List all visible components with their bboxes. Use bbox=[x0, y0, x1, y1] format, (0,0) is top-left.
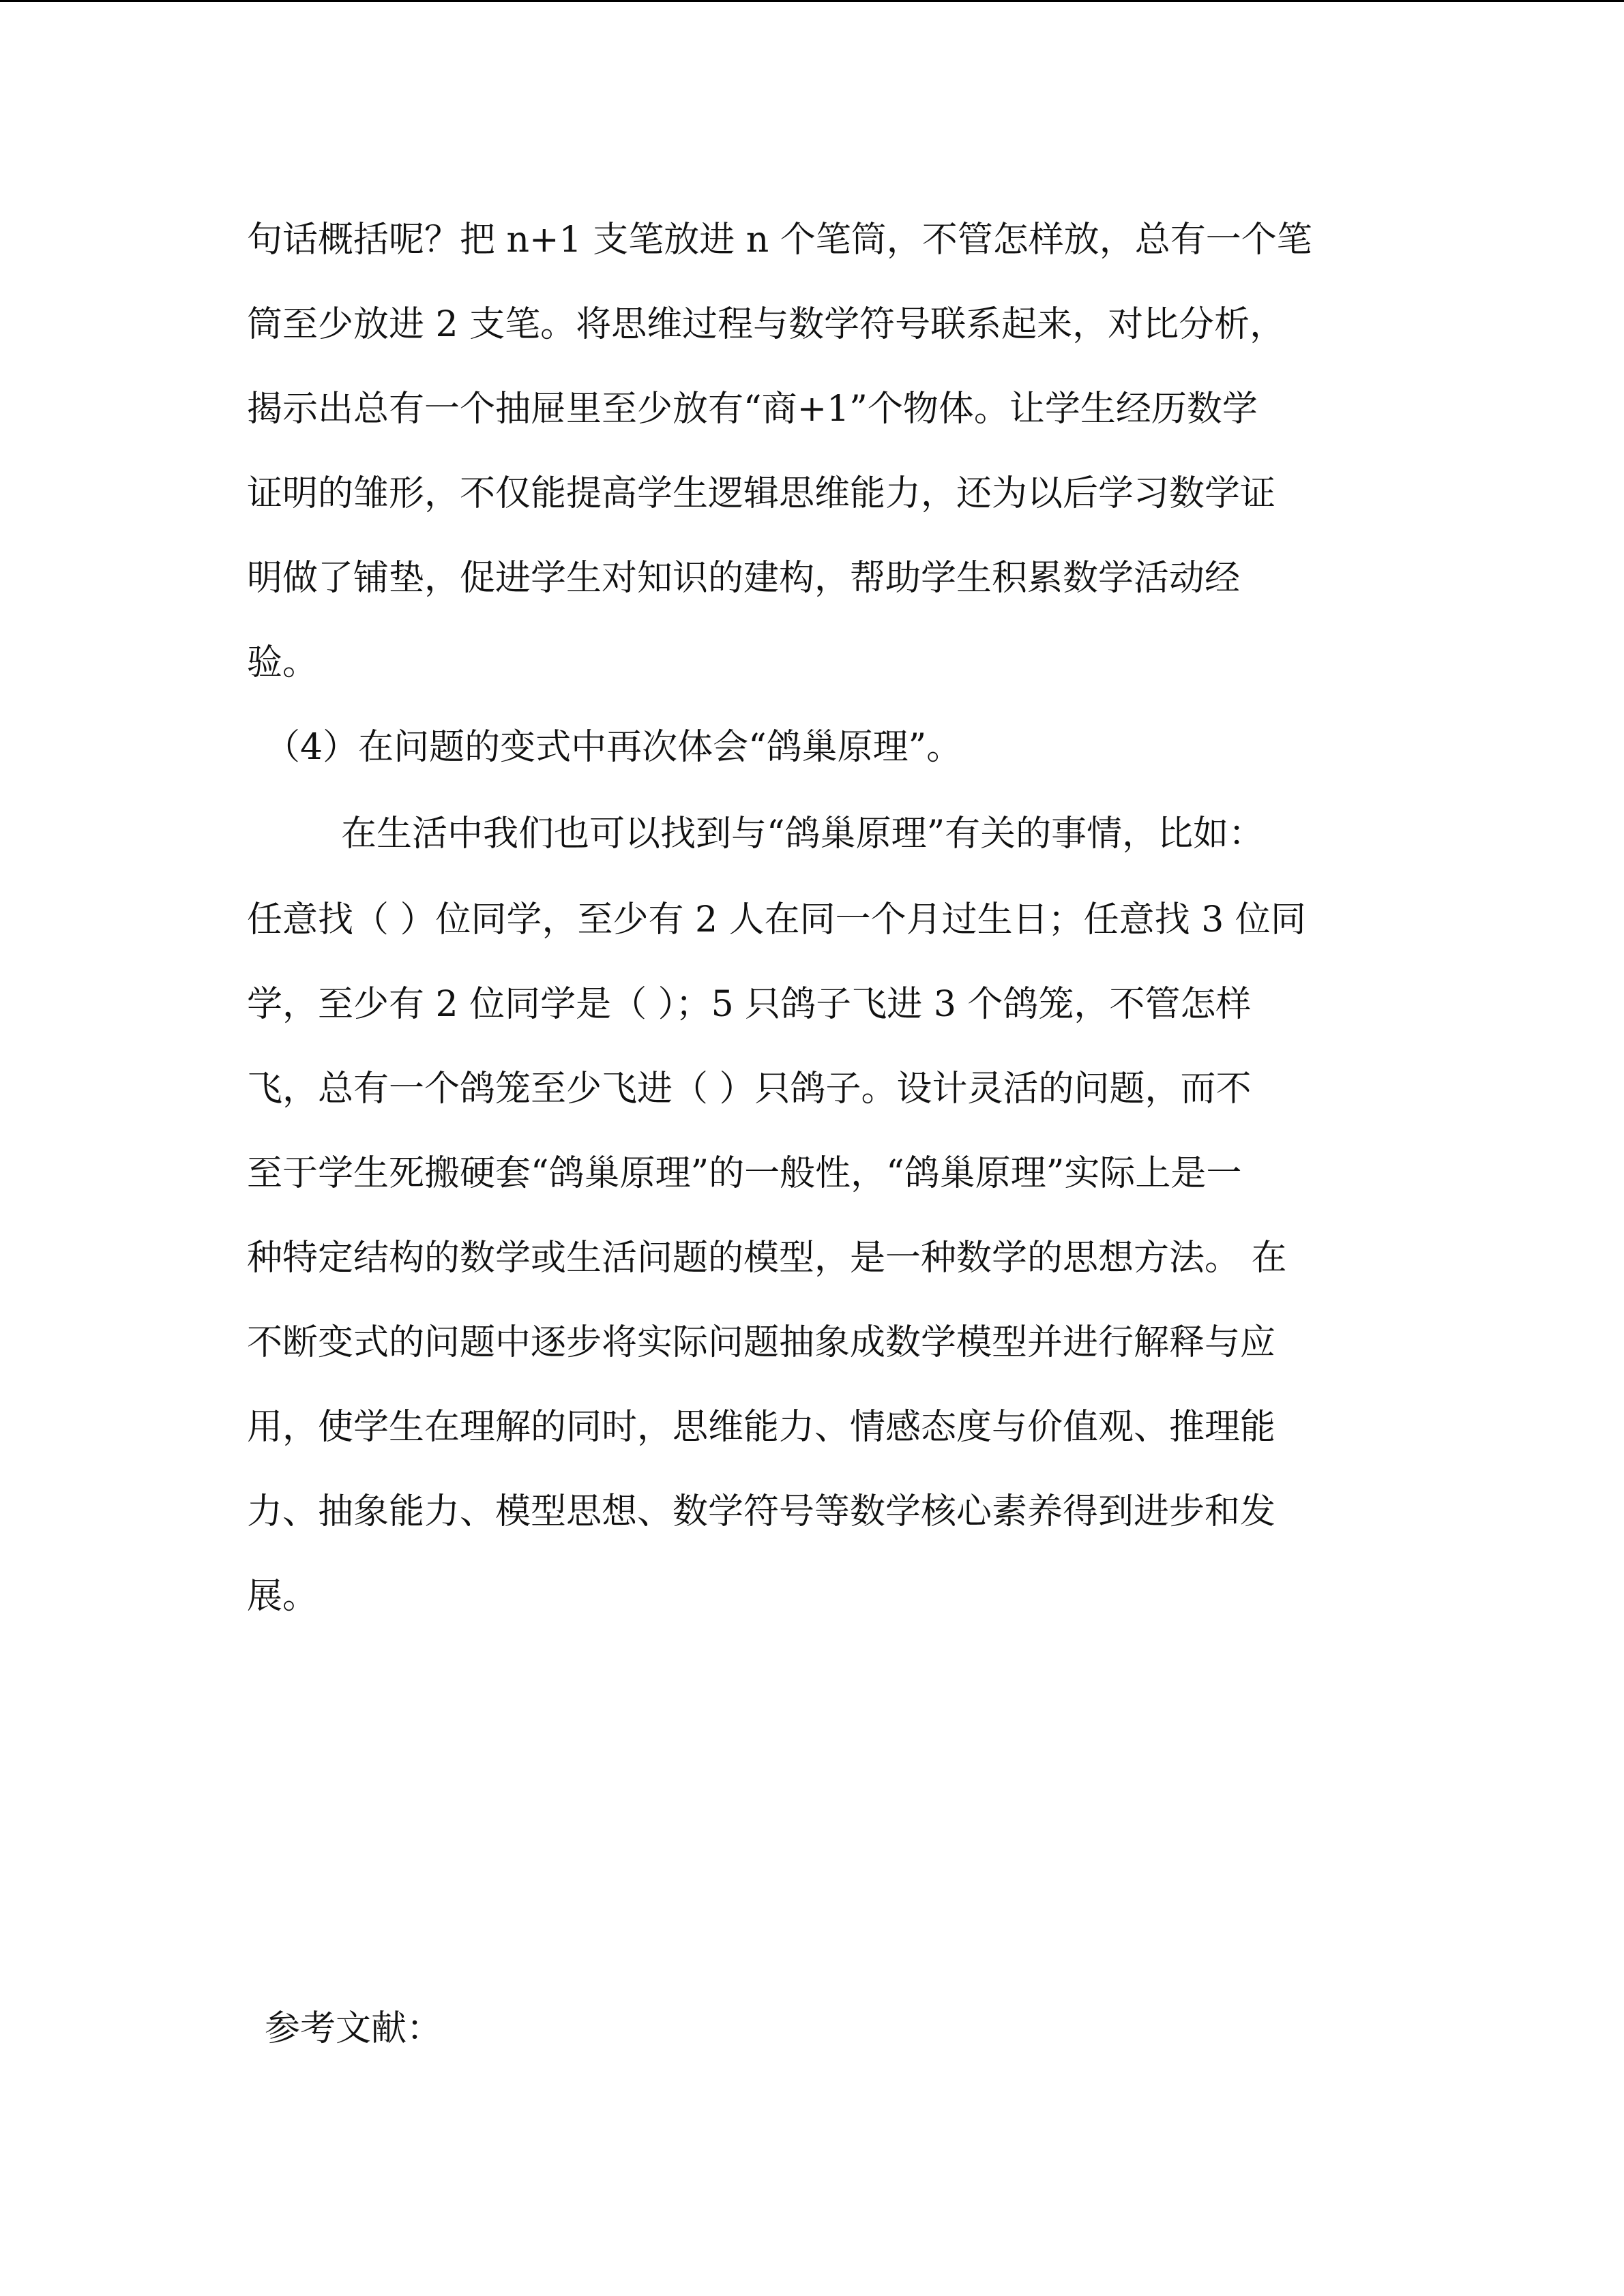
paragraph-line-12: 种特定结构的数学或生活问题的模型，是一种数学的思想方法。 在 bbox=[247, 1238, 1287, 1279]
paragraph-line-14: 用，使学生在理解的同时，思维能力、情感态度与价值观、推理能 bbox=[247, 1407, 1276, 1448]
page-top-border bbox=[0, 0, 1624, 2]
paragraph-line-5: 明做了铺垫，促进学生对知识的建构，帮助学生积累数学活动经 bbox=[247, 558, 1241, 599]
paragraph-line-1: 句话概括呢？把 n+1 支笔放进 n 个笔筒，不管怎样放，总有一个笔 bbox=[247, 220, 1312, 260]
paragraph-line-10: 飞，总有一个鸽笼至少飞进（ ）只鸽子。设计灵活的问题，而不 bbox=[247, 1069, 1252, 1109]
paragraph-line-15: 力、抽象能力、模型思想、数学符号等数学核心素养得到进步和发 bbox=[247, 1491, 1276, 1532]
paragraph-line-13: 不断变式的问题中逐步将实际问题抽象成数学模型并进行解释与应 bbox=[247, 1322, 1276, 1363]
paragraph-line-4: 证明的雏形，不仅能提高学生逻辑思维能力，还为以后学习数学证 bbox=[247, 473, 1276, 514]
paragraph-line-11: 至于学生死搬硬套“鸽巢原理”的一般性，“鸽巢原理”实际上是一 bbox=[247, 1153, 1242, 1194]
paragraph-line-9: 学，至少有 2 位同学是（ ）；5 只鸽子飞进 3 个鸽笼，不管怎样 bbox=[247, 984, 1252, 1025]
paragraph-line-6: 验。 bbox=[247, 642, 319, 683]
paragraph-line-2: 筒至少放进 2 支笔。将思维过程与数学符号联系起来，对比分析， bbox=[247, 304, 1286, 345]
paragraph-line-16: 展。 bbox=[247, 1576, 319, 1617]
paragraph-line-7: 在生活中我们也可以找到与“鸽巢原理”有关的事情，比如： bbox=[341, 814, 1265, 854]
paragraph-line-3: 揭示出总有一个抽屉里至少放有“商+1”个物体。让学生经历数学 bbox=[247, 389, 1258, 430]
section-heading: （4）在问题的变式中再次体会“鸽巢原理”。 bbox=[265, 727, 962, 768]
references-heading: 参考文献： bbox=[265, 2008, 443, 2049]
paragraph-line-8: 任意找（ ）位同学，至少有 2 人在同一个月过生日；任意找 3 位同 bbox=[247, 899, 1306, 940]
